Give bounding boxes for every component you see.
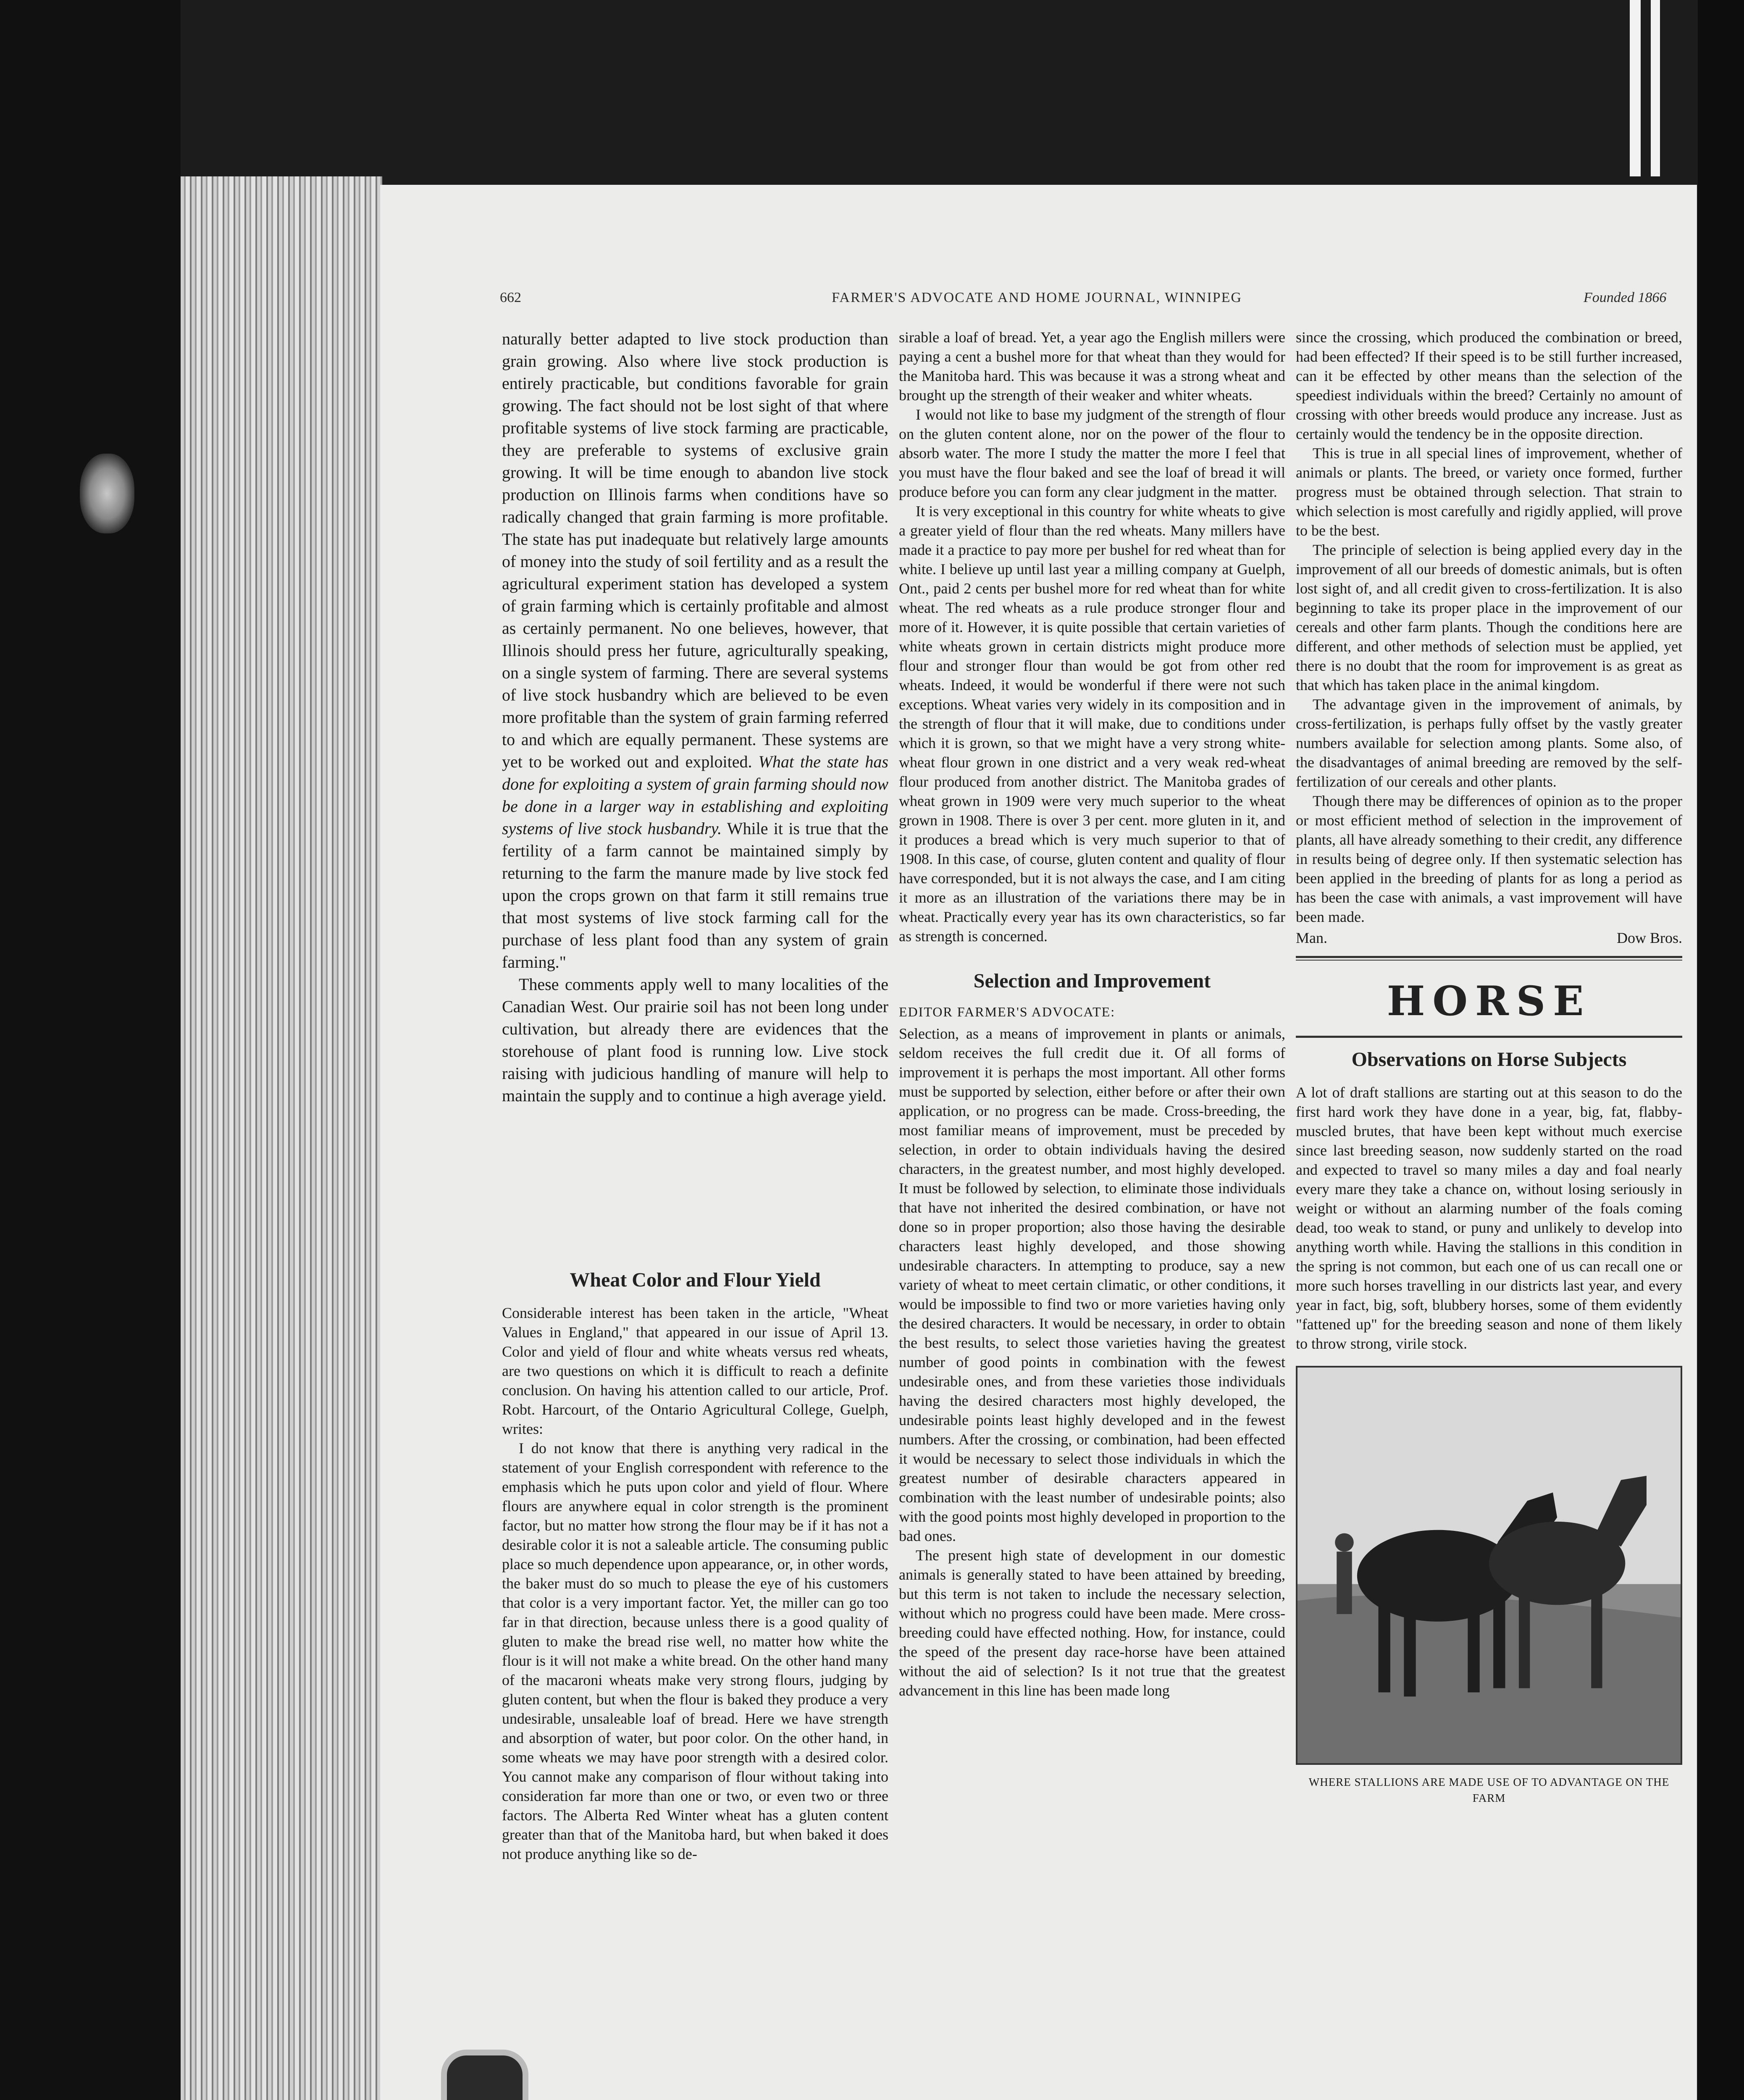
paragraph: naturally better adapted to live stock production than grain growing. Also where live stock production is entirely practicable, but conditions favorable for grain growing. The fact should not be lost sight of that where profitable systems of live stock farming are practicable, they are preferable to systems of exclusive grain growing. It will be time enough to abandon live stock production on Illinois farms when conditions have so radically changed that grain farming is more profitable. The state has put inadequate but relatively large amounts of money into the study of soil fertility and as a result the agricultural experiment station has developed a system of grain farming which is certainly profitable and almost as certainly permanent. No one believes, however, that Illinois should press her future, agriculturally speaking, on a single system of farming. There are several systems of live stock husbandry which are believed to be even more profitable than the system of grain farming referred to and which are equally permanent. These systems are yet to be worked out and exploited. xyxy=(502,329,888,771)
article-heading-horse-subjects: Observations on Horse Subjects xyxy=(1351,1048,1627,1071)
paragraph: It is very exceptional in this country for white wheats to give a greater yield of flour than the red wheats. Many millers have made it a practice to pay more per bushel for red wheat than for white. I believe up until last year a milling company at Guelph, Ont., paid 2 cents per bushel more for red wheat than for white wheat. The red wheats as a rule produce stronger flour and more of it. However, it is quite possible that certain varieties of white wheats grown in certain districts might produce more flour and stronger flour than would be got from other red wheats. Indeed, it would be wonderful if there were not such exceptions. Wheat varies very widely in its composition and in the strength of flour that it will make, due to conditions under which it is grown, so that we might have a very strong white-wheat flour grown in one district and a very weak red-wheat flour produced from another district. The Manitoba grades of wheat grown in 1909 were very much superior to the wheat grown in 1908. There is over 3 per cent. more gluten in it, and it produces a bread which is very much superior to that of 1908. In this case, of course, gluten content and quality of flour have corresponded, but it is not always the case, and I am citing it more as an illustration of the variations there may be in wheat. Practically every year has its own characteristics, so far as strength is concerned. xyxy=(899,503,1285,945)
signature-author: Dow Bros. xyxy=(1616,929,1682,946)
column-2 xyxy=(899,328,1285,1700)
book-page-edges xyxy=(181,176,382,2100)
signature-line xyxy=(1296,928,1682,948)
paragraph: The advantage given in the improvement of animals, by cross-fertilization, is perhaps fully offset by the vastly greater numbers available for selection among plants. Some also, of the disadvantages of animal breeding are removed by the self-fertilization of our cereals and other plants. xyxy=(1296,696,1682,790)
paragraph: The principle of selection is being applied every day in the improvement of all our breeds of domestic animals, but is often lost sight of, and all credit given to cross-fertilization. It is also beginning to take its proper place in the improvement of our cereals and other farm plants. Though the conditions here are different, and other methods of selection must be applied, yet there is no doubt that the room for improvement is as great as that which has taken place in the animal kingdom. xyxy=(1296,541,1682,693)
divider xyxy=(1296,1036,1682,1038)
scan-artifact-spot xyxy=(80,454,134,533)
column-3 xyxy=(1296,328,1682,1806)
paragraph: I do not know that there is anything very radical in the statement of your English correspondent with reference to the emphasis which he puts upon color and yield of flour. Where flours are anywhere equal in color strength is the prominent factor, but no matter how strong the flour may be if it has not a desirable color it is not a saleable article. The consuming public place so much dependence upon appearance, or, in other words, the baker must do so much to please the eye of his customers that color is a very important factor. Yet, the miller can go too far in that direction, because unless there is a good quality of gluten to make the bread rise well, no matter how white the flour is it will not make a white bread. On the other hand many of the macaroni wheats make very strong flours, judging by gluten content, but when the flour is baked they produce a very undesirable, unsaleable loaf of bread. Here we have strength and absorption of water, but poor color. On the other hand, in some wheats we may have poor strength with a desired color. You cannot make any comparison of flour without taking into consideration far more than one or two, or even two or three factors. The Alberta Red Winter wheat has a gluten content greater than that of the Manitoba hard, but when baked it does not produce anything like so de- xyxy=(502,1440,888,1862)
section-heading-horse: HORSE xyxy=(1387,977,1592,1025)
paragraph: This is true in all special lines of improvement, whether of animals or plants. The breed, or variety once formed, further progress must be obtained through selection. That strain to which selection is most carefully and rigidly applied, will prove to be the best. xyxy=(1296,445,1682,539)
page-number: 662 xyxy=(500,290,521,305)
paragraph: These comments apply well to many localities of the Canadian West. Our prairie soil has not been long under cultivation, but already there are evidences that the storehouse of plant food is running low. Live stock raising with judicious handling of manure will help to maintain the supply and to continue a high average yield. xyxy=(502,975,888,1105)
article-heading-wheat-color: Wheat Color and Flour Yield xyxy=(570,1269,821,1291)
divider xyxy=(1296,960,1682,961)
paragraph: since the crossing, which produced the combination or breed, had been effected? If their speed is to be still further increased, can it be effected by other means than the selection of the speediest individuals within the breed? Certainly no amount of crossing with other breeds would produce any increase. Just as certainly would the tendency be in the opposite direction. xyxy=(1296,329,1682,442)
running-title: FARMER'S ADVOCATE AND HOME JOURNAL, WINNIPEG xyxy=(832,290,1242,305)
paragraph: While it is true that the fertility of a farm cannot be maintained simply by returning to the farm the manure made by live stock fed upon the crops grown on that farm it still remains true that most systems of live stock farming call for the purchase of less plant food than any system of grain farming." xyxy=(502,819,888,971)
article-continuation xyxy=(502,328,888,973)
signature-location: Man. xyxy=(1296,929,1327,946)
photo-caption: WHERE STALLIONS ARE MADE USE OF TO ADVANTAGE ON THE FARM xyxy=(1308,1776,1670,1804)
paragraph: The present high state of development in our domestic animals is generally stated to have been attained by breeding, but this term is not taken to include the necessary selection, without which no progress could have been made. Mere cross-breeding could have effected nothing. How, for instance, could the speed of the present day race-horse have been attained without the aid of selection? Is it not true that the greatest advancement in this line has been made long xyxy=(899,1547,1285,1699)
italic-passage: What the state has done for exploiting a system of grain farming should now be done in a larger way in establishing and exploiting systems of live stock husbandry. xyxy=(502,752,888,838)
column-1-top xyxy=(502,328,888,1107)
column-1-bottom xyxy=(502,1268,888,1864)
scanner-background-right xyxy=(1698,0,1744,2100)
article-heading-selection: Selection and Improvement xyxy=(973,970,1211,992)
paragraph: sirable a loaf of bread. Yet, a year ago the English millers were paying a cent a bushel more for that wheat than they would for the Manitoba hard. This was because it was a strong wheat and brought up the strength of their weaker and whiter wheats. xyxy=(899,329,1285,404)
byline: EDITOR FARMER'S ADVOCATE: xyxy=(899,1004,1116,1019)
horse-photo-illustration xyxy=(1297,1368,1681,1763)
scan-bar-top-1 xyxy=(1630,0,1641,176)
paragraph: Though there may be differences of opinion as to the proper or most efficient method of selection in the improvement of plants, all have already something to their credit, any difference in results being of degree only. If then systematic selection has been applied in the breeding of plants for as long a period as has been the case with animals, a vast improvement will have been made. xyxy=(1296,793,1682,925)
paragraph: A lot of draft stallions are starting out at this season to do the first hard work they have done in a year, big, fat, flabby-muscled brutes, that have been kept without much exercise since last breeding season, now suddenly started on the road and expected to travel so many miles a day and foal nearly every mare they take a chance on, without losing seriously in weight or without an alarming number of the foals coming dead, too weak to stand, or puny and unlikely to develop into anything worth while. Having the stallions in this condition in the spring is not common, but each one of us can recall one or more such horses travelling in our districts last year, and every year in fact, big, soft, blubbery horses, some of them evidently "fattened up" for the breeding season and none of them likely to throw strong, virile stock. xyxy=(1296,1084,1682,1352)
book-clamp xyxy=(441,2050,528,2100)
paragraph: Considerable interest has been taken in the article, "Wheat Values in England," that appeared in our issue of April 13. Color and yield of flour and white wheats versus red wheats, are two questions on which it is difficult to reach a definite conclusion. On having his attention called to our article, Prof. Robt. Harcourt, of the Ontario Agricultural College, Guelph, writes: xyxy=(502,1305,888,1437)
divider xyxy=(1296,956,1682,958)
paragraph: I would not like to base my judgment of the strength of flour on the gluten content alone, nor on the power of the flour to absorb water. The more I study the matter the more I feel that you must have the flour baked and see the loaf of bread it will produce before you can form any clear judgment in the matter. xyxy=(899,406,1285,500)
scanner-background-left xyxy=(0,0,181,2100)
founded-note: Founded 1866 xyxy=(1584,290,1667,305)
paragraph: Selection, as a means of improvement in plants or animals, seldom receives the full credit due it. Of all forms of improvement it is perhaps the most important. All other forms must be supported by selection, either before or after their own application, or no progress can be made. Cross-breeding, the most familiar means of improvement, must be preceded by selection, in order to obtain individuals having the desired characters, in the greatest number, and most highly developed. It must be followed by selection, to eliminate those individuals that have not inherited the desired combination, or have not done so in proper proportion; also those having the desirable characters least highly developed, and those showing undesirable characters. In attempting to produce, say a new variety of wheat to meet certain climatic, or other conditions, it would be impossible to find two or more varieties having only the desired characters. It would be necessary, in order to obtain the best results, to select those varieties having the greatest number of good points in combination with the fewest undesirable ones, and from these varieties those individuals having the desired characters most highly developed, the undesirable points least highly developed and in the fewest numbers. After the crossing, or combination, had been effected it would be necessary to select those individuals in which the greatest number of desirable characters appeared in combination with the least number of undesirable points; also with the good points most highly developed in proportion to the bad ones. xyxy=(899,1025,1285,1544)
horse-team-photo xyxy=(1296,1366,1682,1765)
scan-bar-top-2 xyxy=(1651,0,1660,176)
